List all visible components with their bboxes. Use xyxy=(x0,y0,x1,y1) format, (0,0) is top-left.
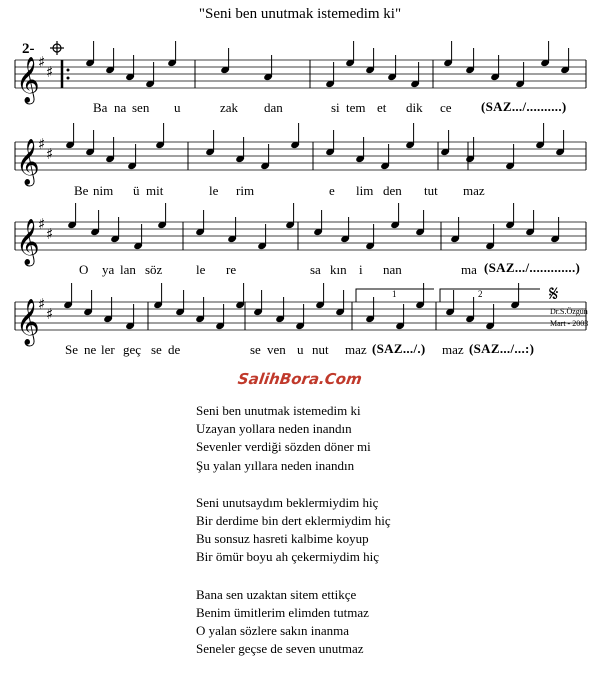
saz-interlude-label: (SAZ.../...:) xyxy=(469,341,535,356)
volta-number: 1 xyxy=(392,289,397,299)
lyric-syllable: u xyxy=(174,100,181,115)
poem-line: Seneler geçse de seven unutmaz xyxy=(196,641,364,657)
lyric-syllable: si xyxy=(331,100,340,115)
lyric-syllable: ce xyxy=(440,100,452,115)
saz-interlude-label: (SAZ.../.) xyxy=(372,341,426,356)
sharp-icon: ♯ xyxy=(46,225,54,243)
poem-line: Seni ben unutmak istemedim ki xyxy=(196,403,361,418)
volta-bracket xyxy=(440,289,540,302)
credit-author: Dr.S.Özgün xyxy=(550,307,588,316)
lyric-syllable: de xyxy=(168,342,181,357)
sharp-icon: ♯ xyxy=(38,215,46,233)
arranger-credit xyxy=(550,306,588,330)
lyric-syllable: ne xyxy=(84,342,97,357)
lyric-syllable: nut xyxy=(312,342,329,357)
poem-line: Seni unutsaydım beklermiydim hiç xyxy=(196,494,379,510)
sharp-icon: ♯ xyxy=(38,53,46,71)
poem-line: Bu sonsuz hasreti kalbime koyup xyxy=(196,531,369,547)
lyric-syllable: lan xyxy=(120,262,136,277)
credit-date: Mart - 2003 xyxy=(550,319,589,328)
lyric-syllable: tut xyxy=(424,183,438,198)
song-title: "Seni ben unutmak istemedim ki" xyxy=(198,6,402,22)
treble-clef-icon: 𝄞 xyxy=(16,299,40,345)
saz-interlude-label: (SAZ.../.............) xyxy=(484,260,581,275)
lyric-syllable: ma xyxy=(461,262,477,277)
lyric-syllable: maz xyxy=(442,342,464,357)
lyric-syllable: re xyxy=(226,262,237,277)
lyric-syllable: Se xyxy=(65,342,78,357)
lyric-syllable: na xyxy=(114,100,127,115)
poem-line: Uzayan yollara neden inandın xyxy=(196,421,352,437)
lyric-syllable: maz xyxy=(463,183,485,198)
lyric-syllable: lim xyxy=(356,183,374,198)
lyric-syllable: den xyxy=(383,183,402,198)
stanza xyxy=(196,586,391,659)
lyric-syllable: i xyxy=(359,262,363,277)
lyric-syllable: le xyxy=(209,183,219,198)
lyric-syllable: kın xyxy=(330,262,347,277)
poem-line: Bana sen uzaktan sitem ettikçe xyxy=(196,586,357,602)
poem-line: Sevenler verdiği sözden döner mi xyxy=(196,439,371,455)
poem-lyrics xyxy=(196,402,391,677)
lyric-syllable: ü xyxy=(133,183,140,198)
segno-icon: 𝄋 xyxy=(549,282,559,307)
lyric-syllable: dan xyxy=(264,100,283,115)
key-signatures xyxy=(38,53,53,323)
lyric-syllable: se xyxy=(151,342,162,357)
lyric-syllable: et xyxy=(377,100,387,115)
lyric-syllable: Ba xyxy=(93,100,108,115)
lyric-syllable: nim xyxy=(93,183,114,198)
lyric-syllable: geç xyxy=(123,342,142,357)
lyric-syllable: O xyxy=(79,262,89,277)
lyric-syllable: mit xyxy=(146,183,164,198)
section-marker: 2- xyxy=(22,41,35,57)
lyric-syllable: e xyxy=(329,183,335,198)
lyric-syllable: Be xyxy=(74,183,89,198)
repeat-dot xyxy=(67,69,70,72)
site-logo-text: SalihBora.Com xyxy=(236,370,364,388)
treble-clef-icon: 𝄞 xyxy=(16,219,40,265)
lyric-syllable: söz xyxy=(145,262,163,277)
poem-line: Şu yalan yıllara neden inandın xyxy=(196,457,355,473)
sharp-icon: ♯ xyxy=(38,295,46,313)
treble-clef-icon: 𝄞 xyxy=(16,139,40,185)
lyric-syllable: rim xyxy=(236,183,255,198)
repeat-dot xyxy=(67,77,70,80)
sharp-icon: ♯ xyxy=(38,135,46,153)
lyric-syllable: sen xyxy=(132,100,150,115)
poem-line: Benim ümitlerim elimden tutmaz xyxy=(196,604,369,620)
lyric-syllable: le xyxy=(196,262,206,277)
treble-clef-icon: 𝄞 xyxy=(16,57,40,103)
lyric-syllable: ven xyxy=(267,342,286,357)
lyric-syllable: dik xyxy=(406,100,423,115)
lyric-syllable: zak xyxy=(220,100,239,115)
poem-line: O yalan sözlere sakın inanma xyxy=(196,623,350,639)
poem-line: Bir ömür boyu ah çekermiydim hiç xyxy=(196,549,380,565)
lyric-syllable: u xyxy=(297,342,304,357)
sharp-icon: ♯ xyxy=(46,305,54,323)
lyric-syllable: tem xyxy=(346,100,366,115)
volta-number: 2 xyxy=(478,289,483,299)
stanza xyxy=(196,402,391,475)
site-logo xyxy=(0,370,600,388)
lyric-syllable: maz xyxy=(345,342,367,357)
lyric-syllable: ya xyxy=(102,262,115,277)
poem-line: Bir derdime bin dert eklermiydim hiç xyxy=(196,513,391,529)
sharp-icon: ♯ xyxy=(46,145,54,163)
lyric-syllable: sa xyxy=(310,262,321,277)
treble-clefs xyxy=(16,57,40,347)
lyric-syllable: se xyxy=(250,342,261,357)
stanza xyxy=(196,494,391,567)
lyric-syllable: nan xyxy=(383,262,402,277)
saz-interlude-label: (SAZ.../..........) xyxy=(481,99,567,114)
lyric-syllable: ler xyxy=(101,342,115,357)
sharp-icon: ♯ xyxy=(46,63,54,81)
